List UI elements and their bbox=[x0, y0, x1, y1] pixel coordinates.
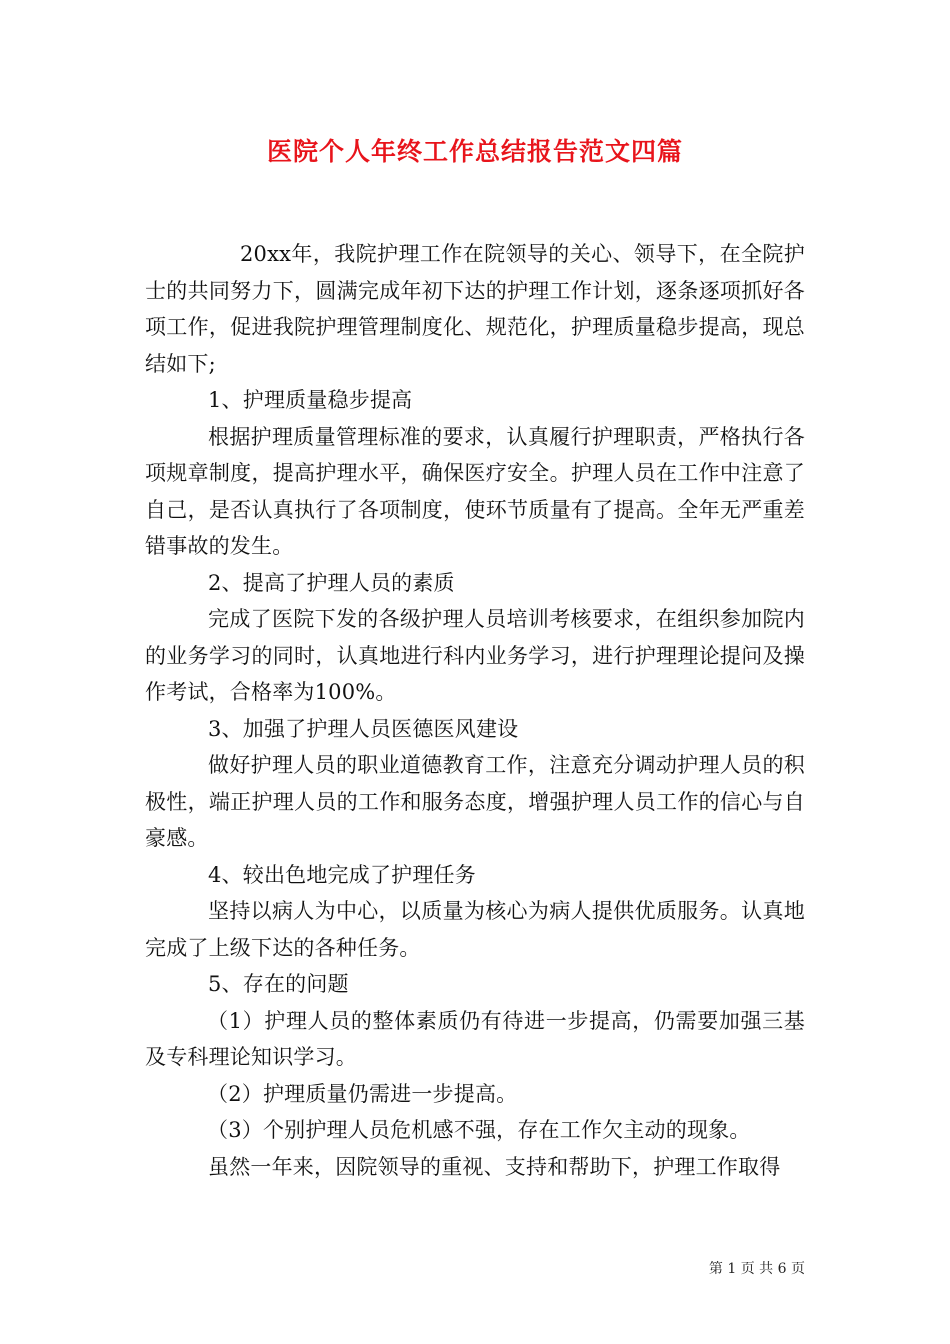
section-paragraph-2: 完成了医院下发的各级护理人员培训考核要求，在组织参加院内的业务学习的同时，认真地进行科内业务学习，进行护理理论提问及操作考试，合格率为100%。 bbox=[145, 607, 805, 704]
issue-item-1: （1）护理人员的整体素质仍有待进一步提高，仍需要加强三基及专科理论知识学习。 bbox=[145, 1008, 805, 1069]
intro-paragraph: 20xx年，我院护理工作在院领导的关心、领导下，在全院护士的共同努力下，圆满完成年初下达的护理工作计划，逐条逐项抓好各项工作，促进我院护理管理制度化、规范化，护理质量稳步提高，现总结如下; bbox=[145, 242, 805, 376]
closing-paragraph: 虽然一年来，因院领导的重视、支持和帮助下，护理工作取得 bbox=[208, 1154, 781, 1179]
page-number: 第 1 页 共 6 页 bbox=[708, 1261, 805, 1277]
section-paragraph-1: 根据护理质量管理标准的要求，认真履行护理职责，严格执行各项规章制度，提高护理水平，确保医疗安全。护理人员在工作中注意了自己，是否认真执行了各项制度，使环节质量有了提高。全年无严重差错事故的发生。 bbox=[145, 424, 805, 558]
document-body bbox=[145, 236, 805, 1185]
section-heading-5: 5、存在的问题 bbox=[208, 972, 349, 996]
section-paragraph-4: 坚持以病人为中心，以质量为核心为病人提供优质服务。认真地完成了上级下达的各种任务。 bbox=[145, 899, 805, 960]
document-title: 医院个人年终工作总结报告范文四篇 bbox=[266, 137, 683, 166]
section-heading-4: 4、较出色地完成了护理任务 bbox=[208, 862, 476, 887]
section-heading-1: 1、护理质量稳步提高 bbox=[208, 388, 413, 412]
section-paragraph-3: 做好护理人员的职业道德教育工作，注意充分调动护理人员的积极性，端正护理人员的工作和服务态度，增强护理人员工作的信心与自豪感。 bbox=[145, 753, 805, 850]
section-heading-3: 3、加强了护理人员医德医风建设 bbox=[208, 716, 519, 741]
issue-item-2: （2）护理质量仍需进一步提高。 bbox=[207, 1081, 518, 1106]
issue-item-3: （3）个别护理人员危机感不强，存在工作欠主动的现象。 bbox=[207, 1118, 751, 1142]
section-heading-2: 2、提高了护理人员的素质 bbox=[208, 570, 455, 595]
